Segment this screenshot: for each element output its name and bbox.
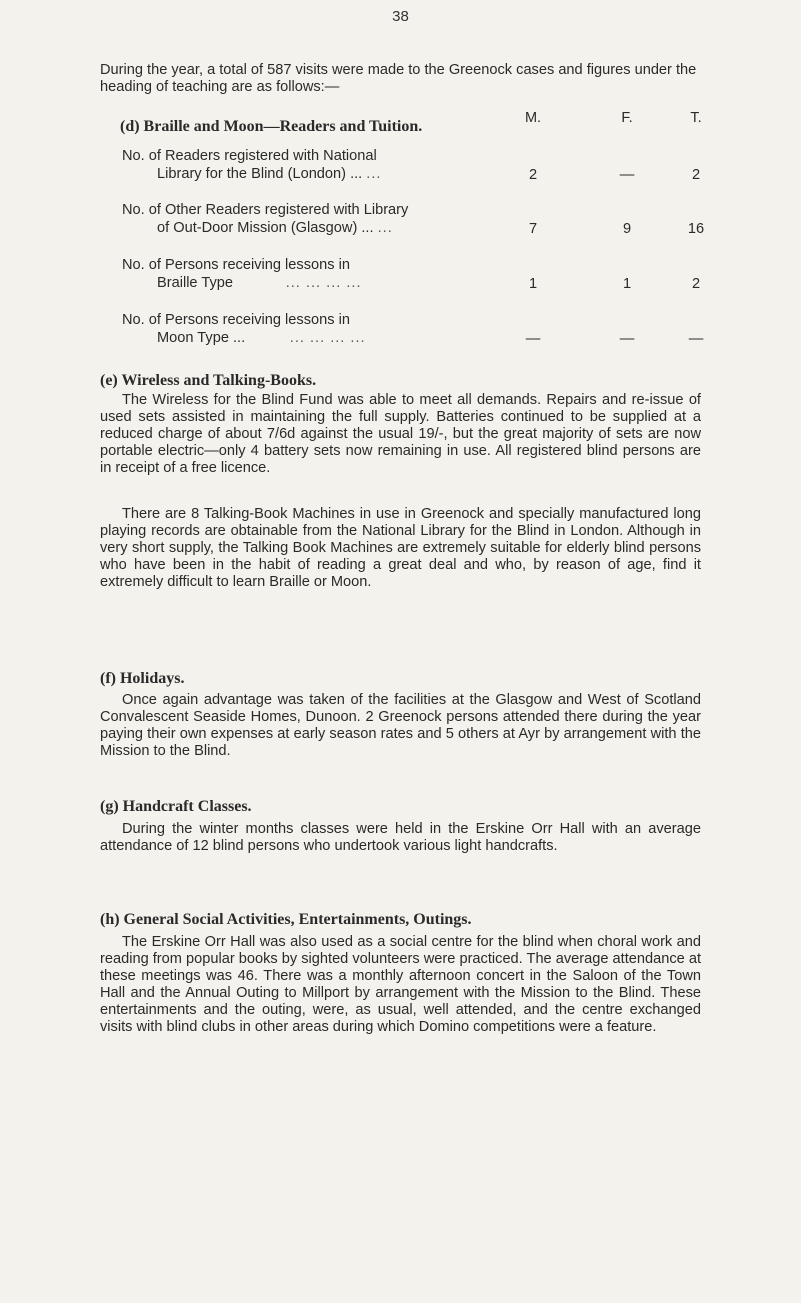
cell-m: 7 xyxy=(528,221,538,237)
cell-t: 2 xyxy=(691,276,701,292)
section-d-heading: (d) Braille and Moon—Readers and Tuition. xyxy=(120,118,423,135)
section-e-paragraph-2: There are 8 Talking-Book Machines in use in Greenock and specially manufactured long playing records are obtainable from the National Library for the Blind in London. Although in very short supply, the Talking Book Machines are extremely suitable for elderly blind persons who have been in the habit of reading a great deal and who, by reason of age, find it extremely difficult to learn Braille or Moon. xyxy=(100,506,701,590)
table-row-label xyxy=(122,201,542,237)
cell-f: 1 xyxy=(622,276,632,292)
section-f-heading: (f) Holidays. xyxy=(100,670,185,687)
row-label-line2: Braille Type xyxy=(157,275,233,291)
cell-t: 2 xyxy=(691,167,701,183)
cell-f: — xyxy=(619,167,635,183)
section-g-heading: (g) Handcraft Classes. xyxy=(100,798,252,815)
cell-m: 1 xyxy=(528,276,538,292)
row-label-line2: Moon Type ... xyxy=(157,330,246,346)
section-f-paragraph: Once again advantage was taken of the facilities at the Glasgow and West of Scotland Convalescent Seaside Homes, Dunoon. 2 Greenock persons attended there during the year paying their own expenses at early season rates and 5 others at Ayr by arrangement with the Mission to the Blind. xyxy=(100,692,701,759)
section-e-paragraph-1: The Wireless for the Blind Fund was able to meet all demands. Repairs and re-issue of used sets assisted in maintaining the full supply. Batteries continued to be supplied at a reduced charge of about 7/6d against the usual 19/-, but the great majority of sets are now portable electric—only 4 battery sets now remaining in use. All registered blind persons are in receipt of a free licence. xyxy=(100,392,701,476)
cell-f: 9 xyxy=(622,221,632,237)
table-row-label xyxy=(122,256,542,292)
column-header-f: F. xyxy=(621,110,633,126)
leader-dots: ... ... ... ... xyxy=(285,275,362,291)
table-row-label xyxy=(122,147,542,183)
section-h-paragraph: The Erskine Orr Hall was also used as a social centre for the blind when choral work and reading from popular books by sighted volunteers were practiced. The average attendance at these meetings was 46. There was a monthly afternoon concert in the Saloon of the Town Hall and the Annual Outing to Millport by arrangement with the Mission to the Blind. These entertainments and the outing, were, as usual, well attended, and the centre exchanged visits with blind clubs in other areas during which Domino competitions were a feature. xyxy=(100,934,701,1035)
row-label-line1: No. of Readers registered with National xyxy=(122,148,377,164)
leader-dots: ... xyxy=(377,220,393,236)
column-header-t: T. xyxy=(690,110,702,126)
section-g-paragraph: During the winter months classes were held in the Erskine Orr Hall with an average attendance of 12 blind persons who undertook various light handcrafts. xyxy=(100,821,701,854)
row-label-line1: No. of Persons receiving lessons in xyxy=(122,257,350,273)
section-h-heading: (h) General Social Activities, Entertainments, Outings. xyxy=(100,911,472,928)
cell-t: 16 xyxy=(687,221,705,237)
leader-dots: ... ... ... ... xyxy=(289,330,366,346)
page-number: 38 xyxy=(392,8,409,25)
cell-m: 2 xyxy=(528,167,538,183)
cell-f: — xyxy=(619,331,635,347)
row-label-line2: Library for the Blind (London) ... xyxy=(157,166,363,182)
column-header-m: M. xyxy=(524,110,542,126)
row-label-line2: of Out-Door Mission (Glasgow) ... xyxy=(157,220,374,236)
leader-dots: ... xyxy=(366,166,382,182)
section-e-heading: (e) Wireless and Talking-Books. xyxy=(100,372,317,389)
row-label-line1: No. of Persons receiving lessons in xyxy=(122,312,350,328)
table-row-label xyxy=(122,311,542,347)
row-label-line1: No. of Other Readers registered with Library xyxy=(122,202,409,218)
intro-paragraph: During the year, a total of 587 visits were made to the Greenock cases and figures under the heading of teaching are as follows:— xyxy=(100,62,697,95)
cell-m: — xyxy=(525,331,541,347)
cell-t: — xyxy=(688,331,704,347)
